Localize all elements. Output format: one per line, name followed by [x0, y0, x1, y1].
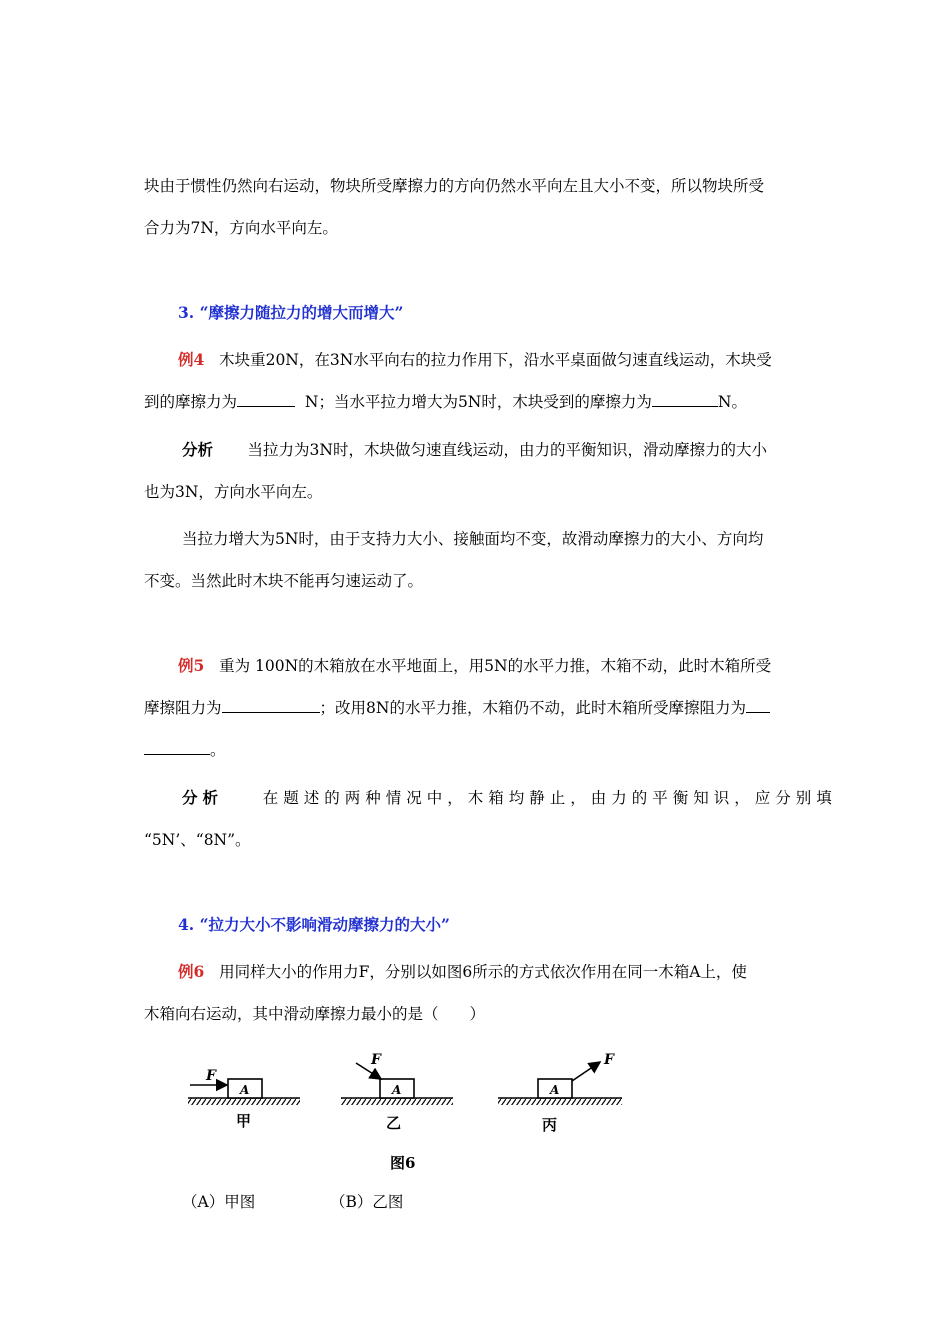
force-label: F	[604, 1052, 614, 1068]
example-5-line-2	[144, 698, 824, 718]
analysis-5-line-2: “5N’、“8N”。	[144, 831, 251, 849]
example-4-text-2b: N；当水平拉力增大为5N时，木块受到的摩擦力为	[304, 393, 652, 411]
option-b[interactable]: （B）乙图	[330, 1193, 404, 1211]
analysis-5-label: 分析	[182, 788, 224, 807]
example-5-line-3	[144, 740, 824, 760]
analysis-4-text-1: 当拉力为3N时，木块做匀速直线运动，由力的平衡知识，滑动摩擦力的大小	[247, 441, 767, 459]
example-5-text-2a: 摩擦阻力为	[144, 699, 222, 717]
figure-panel-yi	[341, 1052, 453, 1132]
example-4-text-2a: 到的摩擦力为	[144, 393, 238, 411]
section-3-heading: 3. “摩擦力随拉力的增大而增大”	[178, 303, 404, 322]
example-4-line-1	[178, 350, 858, 370]
answer-blank[interactable]	[144, 740, 210, 755]
example-4-text-1: 木块重20N，在3N水平向右的拉力作用下，沿水平桌面做匀速直线运动，木块受	[219, 351, 772, 369]
intro-line-2: 合力为7N，方向水平向左。	[144, 219, 338, 237]
example-6-text-1: 用同样大小的作用力F，分别以如图6所示的方式依次作用在同一木箱A上，使	[219, 963, 747, 981]
example-4-line-2	[144, 392, 824, 412]
sub-caption-bing: 丙	[542, 1116, 558, 1134]
example-5-text-3: 。	[210, 741, 226, 759]
example-5-label: 例5	[178, 656, 205, 675]
analysis-4-line-3: 当拉力增大为5N时，由于支持力大小、接触面均不变，故滑动摩擦力的大小、方向均	[182, 530, 764, 548]
example-6-line-1	[178, 962, 858, 982]
analysis-5-line-1	[182, 788, 862, 808]
figure-caption: 图6	[390, 1154, 416, 1172]
section-4-heading: 4. “拉力大小不影响滑动摩擦力的大小”	[178, 915, 450, 934]
analysis-4-label: 分析	[182, 440, 214, 459]
answer-blank[interactable]	[237, 392, 295, 407]
analysis-4-line-4: 不变。当然此时木块不能再匀速运动了。	[144, 572, 424, 590]
sub-caption-jia: 甲	[236, 1112, 252, 1130]
example-6-line-2: 木箱向右运动，其中滑动摩擦力最小的是（ ）	[144, 1005, 486, 1023]
figure-panel-jia	[188, 1068, 300, 1130]
analysis-5-text-1: 在题述的两种情况中，木箱均静止，由力的平衡知识，应分别填	[262, 789, 837, 807]
answer-blank[interactable]	[746, 698, 770, 713]
force-label: F	[371, 1052, 381, 1068]
block-label: A	[240, 1083, 250, 1097]
force-label: F	[206, 1068, 216, 1084]
intro-line-1: 块由于惯性仍然向右运动，物块所受摩擦力的方向仍然水平向左且大小不变，所以物块所受	[144, 177, 765, 195]
analysis-4-line-1	[182, 440, 862, 460]
sub-caption-yi: 乙	[386, 1114, 402, 1132]
option-a[interactable]: （A）甲图	[182, 1193, 256, 1211]
figure-panel-bing	[498, 1052, 622, 1134]
force-arrow	[572, 1062, 600, 1081]
analysis-4-line-2: 也为3N，方向水平向左。	[144, 483, 323, 501]
example-4-label: 例4	[178, 350, 205, 369]
block-label: A	[392, 1083, 402, 1097]
example-5-text-2b: ；改用8N的水平力推，木箱仍不动，此时木箱所受摩擦阻力为	[319, 699, 746, 717]
answer-blank[interactable]	[652, 392, 718, 407]
example-4-text-2c: N。	[717, 393, 747, 411]
example-6-label: 例6	[178, 962, 205, 981]
block-label: A	[550, 1083, 560, 1097]
example-5-line-1	[178, 656, 858, 676]
example-5-text-1: 重为 100N的木箱放在水平地面上，用5N的水平力推，木箱不动，此时木箱所受	[219, 657, 772, 675]
answer-blank[interactable]	[222, 698, 320, 713]
